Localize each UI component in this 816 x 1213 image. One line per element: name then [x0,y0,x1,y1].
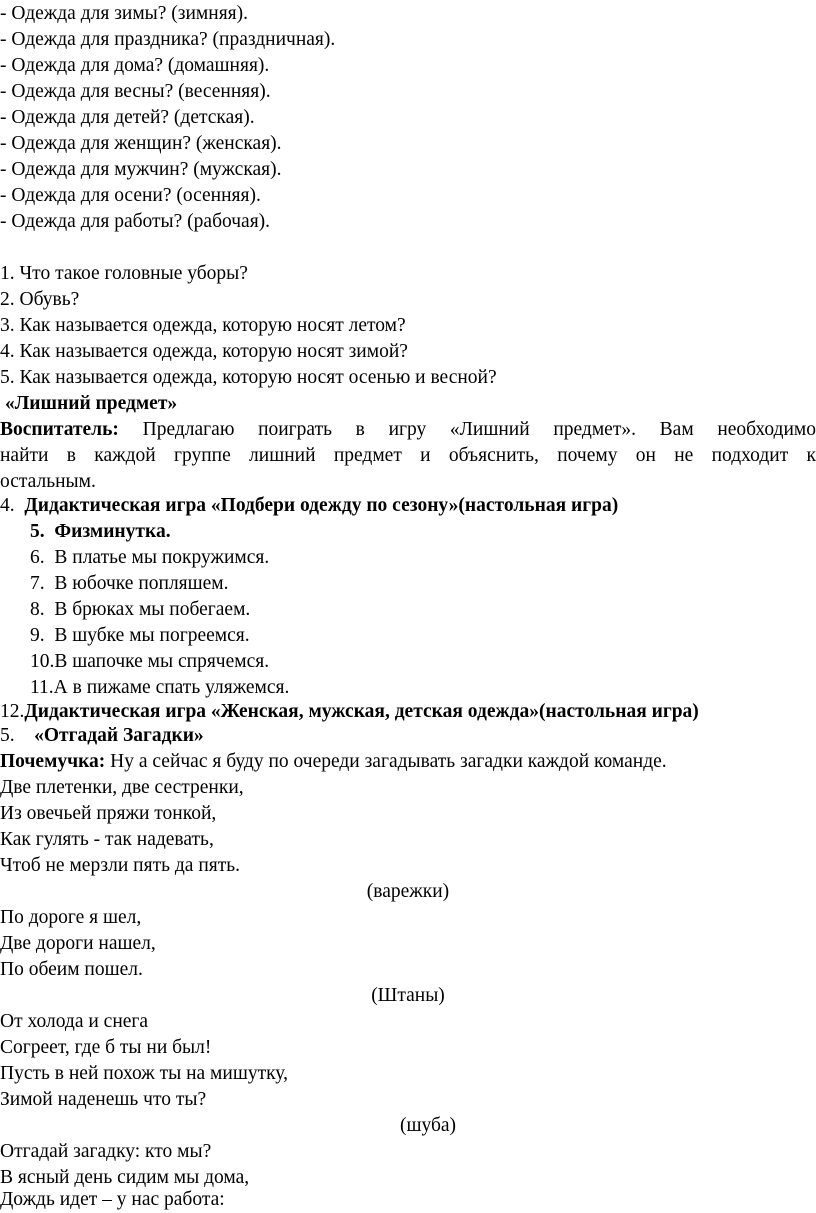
verse-number: 11. [30,677,54,698]
odd-item-paragraph-line: остальным. [0,471,96,492]
game12-number: 12. [0,701,25,722]
verse-number: 6. [30,547,45,568]
verse-line [30,649,816,675]
game4-heading [0,493,816,519]
pochemuchka-text: Ну а сейчас я буду по очереди загадывать загадки каждой команде. [110,751,667,772]
verse-number: 9. [30,625,45,646]
clothing-item: - Одежда для работы? (рабочая). [0,211,271,232]
riddle-answer: (шуба) [399,1115,457,1136]
verse-number: 7. [30,573,45,594]
clothing-item: - Одежда для весны? (весенняя). [0,81,271,102]
game4-title: Дидактическая игра «Подбери одежду по сезону»(настольная игра) [24,495,619,516]
verse-line [30,675,816,701]
riddles-number: 5. [0,725,15,746]
game12-heading [0,699,816,725]
riddle-line: Отгадай загадку: кто мы? [0,1141,212,1162]
clothing-item: - Одежда для осени? (осенняя). [0,185,261,206]
riddle-line: От холода и снега [0,1011,149,1032]
riddle-line: По обеим пошел. [0,959,143,980]
verse-text: В шубке мы погреемся. [54,625,250,646]
pochemuchka-line [0,749,816,775]
verse-text: В платье мы покружимся. [54,547,270,568]
question-item: 1. Что такое головные уборы? [0,263,248,284]
riddles-title: «Отгадай Загадки» [34,725,204,746]
question-item: 3. Как называется одежда, которую носят летом? [0,315,406,336]
riddle-answer: (варежки) [366,881,450,902]
educator-label: Воспитатель: [0,419,119,440]
clothing-item: - Одежда для мужчин? (мужская). [0,159,282,180]
riddles-heading [0,723,816,749]
clothing-item: - Одежда для зимы? (зимняя). [0,3,249,24]
verse-line [30,623,816,649]
riddle-line: Чтоб не мерзли пять да пять. [0,855,241,876]
verse-number: 8. [30,599,45,620]
riddle-answer: (Штаны) [371,985,445,1006]
odd-item-paragraph-line [0,417,816,443]
odd-item-heading: «Лишний предмет» [5,393,178,414]
riddle-line: Дождь идет – у нас работа: [0,1189,225,1210]
riddle-line: В ясный день сидим мы дома, [0,1167,250,1188]
riddle-line: Пусть в ней похож ты на мишутку, [0,1063,288,1084]
question-item: 2. Обувь? [0,289,80,310]
fizminutka-number: 5. [30,521,45,542]
verse-line [30,545,816,571]
odd-item-paragraph-line: найти в каждой группе лишний предмет и объяснить, почему он не подходит к [0,445,816,466]
verse-line [30,571,816,597]
riddle-line: По дороге я шел, [0,907,142,928]
riddle-line: Две дороги нашел, [0,933,156,954]
clothing-item: - Одежда для праздника? (праздничная). [0,29,336,50]
verse-line [30,597,816,623]
riddle-line: Согреет, где б ты ни был! [0,1037,212,1058]
riddle-line: Как гулять - так надевать, [0,829,214,850]
verse-text: В шапочке мы спрячемся. [54,651,270,672]
clothing-item: - Одежда для детей? (детская). [0,107,255,128]
question-item: 5. Как называется одежда, которую носят осенью и весной? [0,367,497,388]
verse-text: А в пижаме спать уляжемся. [53,677,290,698]
question-item: 4. Как называется одежда, которую носят зимой? [0,341,408,362]
verse-text: В юбочке попляшем. [54,573,229,594]
clothing-item: - Одежда для дома? (домашняя). [0,55,270,76]
game4-number: 4. [0,495,15,516]
riddle-line: Две плетенки, две сестренки, [0,777,244,798]
riddle-line: Зимой наденешь что ты? [0,1089,207,1110]
verse-number: 10. [30,651,55,672]
fizminutka-heading [30,519,816,545]
fizminutka-title: Физминутка. [54,521,171,542]
odd-item-text: Предлагаю поиграть в игру «Лишний предмет». Вам необходимо [142,419,816,440]
game12-title: Дидактическая игра «Женская, мужская, детская одежда»(настольная игра) [24,701,699,722]
verse-text: В брюках мы побегаем. [54,599,251,620]
pochemuchka-label: Почемучка: [0,751,106,772]
riddle-line: Из овечьей пряжи тонкой, [0,803,217,824]
clothing-item: - Одежда для женщин? (женская). [0,133,282,154]
